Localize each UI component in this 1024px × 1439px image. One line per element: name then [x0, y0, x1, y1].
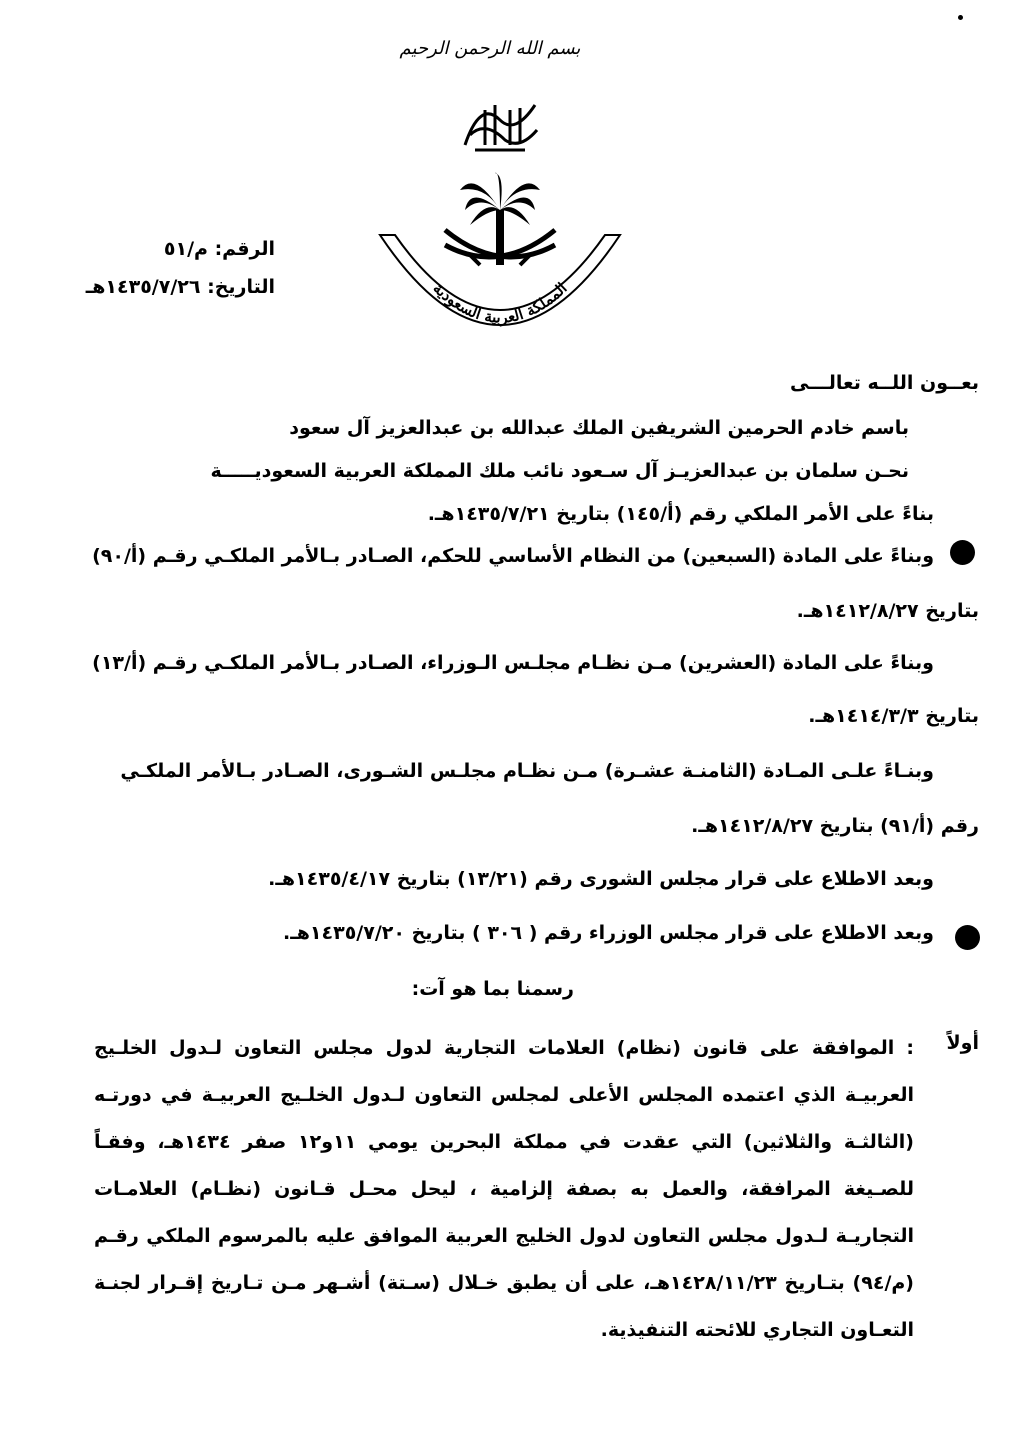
- svg-text:المملكة العربية السعودية: [429, 279, 570, 327]
- preamble-line-4: وبنـاءً علـى المـادة (الثامنـة عشـرة) مـن نظـام مجلـس الشـورى، الصـادر بـالأمر الملكـي: [120, 760, 934, 782]
- decree-number: الرقم: م/٥١: [163, 238, 275, 260]
- decree-date: التاريخ: ١٤٣٥/٧/٢٦هـ: [85, 276, 275, 298]
- shahada-calligraphy: [455, 90, 545, 160]
- preamble-line-5: وبعد الاطلاع على قرار مجلس الشورى رقم (١٣/٢١) بتاريخ ١٤٣٥/٤/١٧هـ.: [268, 868, 934, 890]
- preamble-line-2: وبناءً على المادة (السبعين) من النظام الأساسي للحكم، الصـادر بـالأمر الملكـي رقـم (أ/٩٠): [92, 545, 934, 567]
- preamble-line-3-date: بتاريخ ١٤١٤/٣/٣هـ.: [808, 705, 979, 727]
- hole-punch-mark: [950, 540, 975, 565]
- national-emblem: [370, 165, 630, 345]
- basmala: بسم الله الرحمن الرحيم: [399, 38, 581, 59]
- deputy-name-line: نحـن سلمان بن عبدالعزيـز آل سـعود نائب ملك المملكة العربية السعوديـــــة: [210, 460, 909, 482]
- preamble-line-4-date: رقم (أ/٩١) بتاريخ ١٤١٢/٨/٢٧هـ.: [691, 815, 979, 837]
- decree-heading: رسمنا بما هو آت:: [411, 978, 574, 1000]
- preamble-line-6: وبعد الاطلاع على قرار مجلس الوزراء رقم ( ٣٠٦ ) بتاريخ ١٤٣٥/٧/٢٠هـ.: [283, 922, 934, 944]
- reference-block: [35, 230, 275, 306]
- preamble-line-2-date: بتاريخ ١٤١٢/٨/٢٧هـ.: [796, 600, 979, 622]
- palm-tree-icon: [460, 173, 540, 265]
- preamble-line-1: بناءً على الأمر الملكي رقم (أ/١٤٥) بتاريخ ١٤٣٥/٧/٢١هـ.: [427, 503, 934, 525]
- king-name-line: باسم خادم الحرمين الشريفين الملك عبدالله بن عبدالعزيز آل سعود: [289, 417, 909, 439]
- opening-line: بعــون اللــه تعالـــى: [790, 372, 979, 394]
- preamble-line-3: وبناءً على المادة (العشرين) مـن نظـام مجلـس الـوزراء، الصـادر بـالأمر الملكـي رقـم (أ/١٣): [92, 652, 934, 674]
- article-text: : الموافقة على قانون (نظام) العلامات التجارية لدول مجلس التعاون لـدول الخلـيج العربيـة الذي اعتمده المجلس الأعلى لمجلس التعاون لـدول الخلـيج العربيـة في دورتـه (الثالثـة والثلاثين) التي عقدت في مملكة البحرين يومي ١١و١٢ صفر ١٤٣٤هـ، وفقـاً للصـيغة المرافقة، والعمل به بصفة إلزامية ، ليحل محـل قـانون (نظـام) العلامـات التجاريـة لـدول مجلس التعاون لدول الخليج العربية الموافق عليه بالمرسوم الملكي رقـم (م/٩٤) بتـاريخ ١٤٢٨/١١/٢٣هـ، على أن يطبق خـلال (سـتة) أشـهر مـن تـاريخ إقـرار لجنـة التعـاون التجاري للائحته التنفيذية.: [94, 1037, 914, 1341]
- article-label: أولاً: [946, 1032, 979, 1054]
- hole-punch-mark: [955, 925, 980, 950]
- scan-speck: [958, 15, 963, 20]
- seal-text: المملكة العربية السعودية: [429, 279, 571, 327]
